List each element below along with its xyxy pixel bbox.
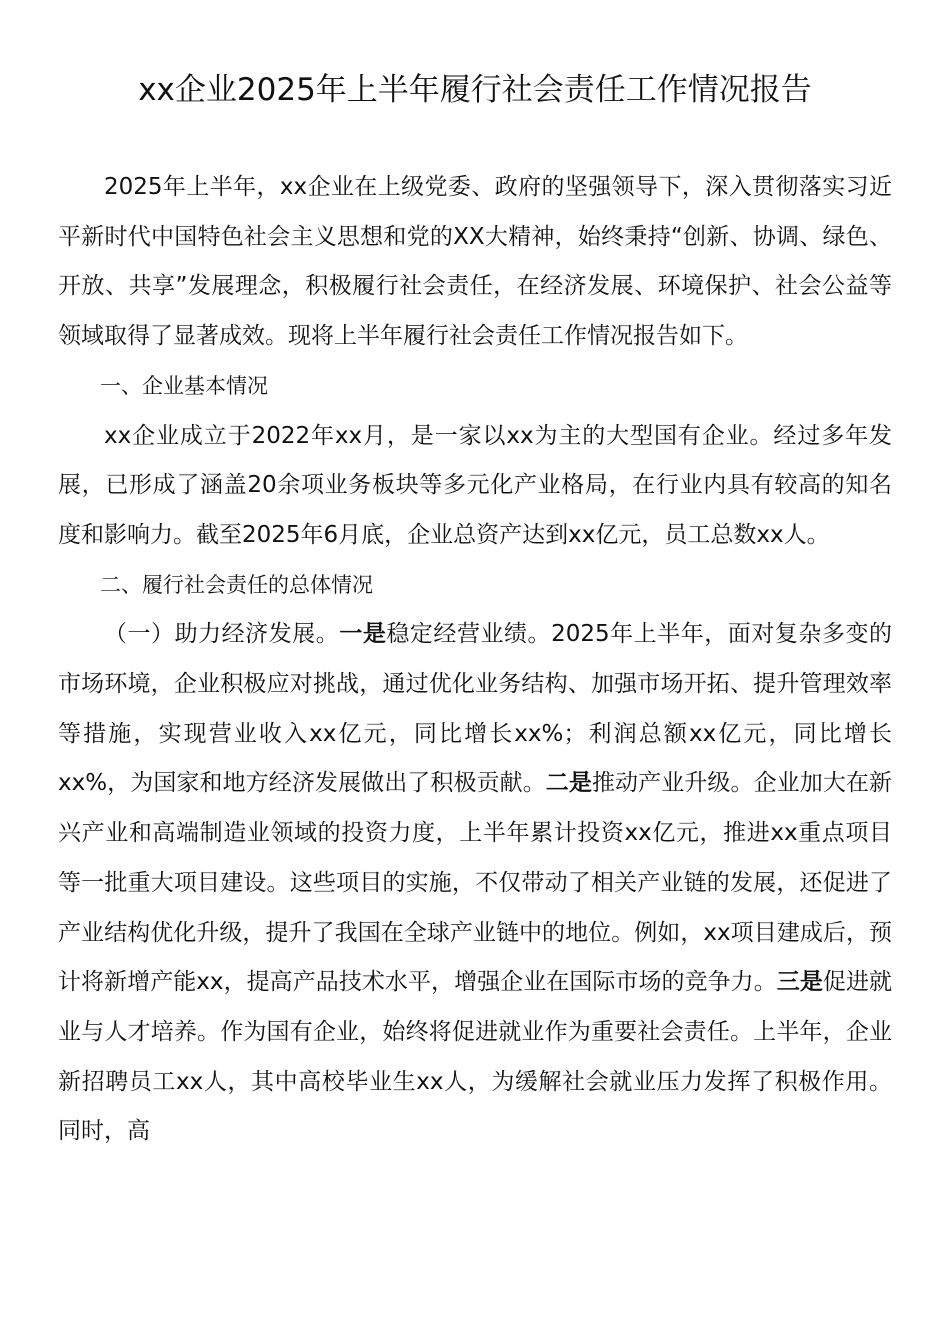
point-1-label: 一是 [339,621,387,648]
subsection-1-heading: （一）助力经济发展。 [104,621,340,648]
section-2-paragraph [58,610,892,1157]
section-1-paragraph: xx企业成立于2022年xx月，是一家以xx为主的大型国有企业。经过多年发展，已形成了涵盖20余项业务板块等多元化产业格局，在行业内具有较高的知名度和影响力。截至2025年6月底，企业总资产达到xx亿元，员工总数xx人。 [58,422,892,548]
document-title: xx企业2025年上半年履行社会责任工作情况报告 [138,72,812,108]
point-2-text: 推动产业升级。企业加大在新兴产业和高端制造业领域的投资力度，上半年累计投资xx亿元，推进xx重点项目等一批重大项目建设。这些项目的实施，不仅带动了相关产业链的发展，还促进了产业结构优化升级，提升了我国在全球产业链中的地位。例如，xx项目建成后，预计将新增产能xx，提高产品技术水平，增强企业在国际市场的竞争力。 [58,770,892,996]
point-1-text: 稳定经营业绩。2025年上半年，面对复杂多变的市场环境，企业积极应对挑战，通过优化业务结构、加强市场开拓、提升管理效率等措施，实现营业收入xx亿元，同比增长xx%；利润总额xx亿元，同比增长xx%，为国家和地方经济发展做出了积极贡献。 [58,621,892,797]
point-3-text: 促进就业与人才培养。作为国有企业，始终将促进就业作为重要社会责任。上半年，企业新招聘员工xx人，其中高校毕业生xx人，为缓解社会就业压力发挥了积极作用。同时，高 [58,969,893,1145]
section-1-heading: 一、企业基本情况 [100,373,268,398]
document-body [58,163,892,1157]
point-2-label: 二是 [545,770,592,797]
section-2-heading: 二、履行社会责任的总体情况 [100,572,373,597]
intro-paragraph: 2025年上半年，xx企业在上级党委、政府的坚强领导下，深入贯彻落实习近平新时代中国特色社会主义思想和党的XX大精神，始终秉持“创新、协调、绿色、开放、共享”发展理念，积极履行社会责任，在经济发展、环境保护、社会公益等领域取得了显著成效。现将上半年履行社会责任工作情况报告如下。 [58,174,892,350]
point-3-label: 三是 [776,969,823,996]
